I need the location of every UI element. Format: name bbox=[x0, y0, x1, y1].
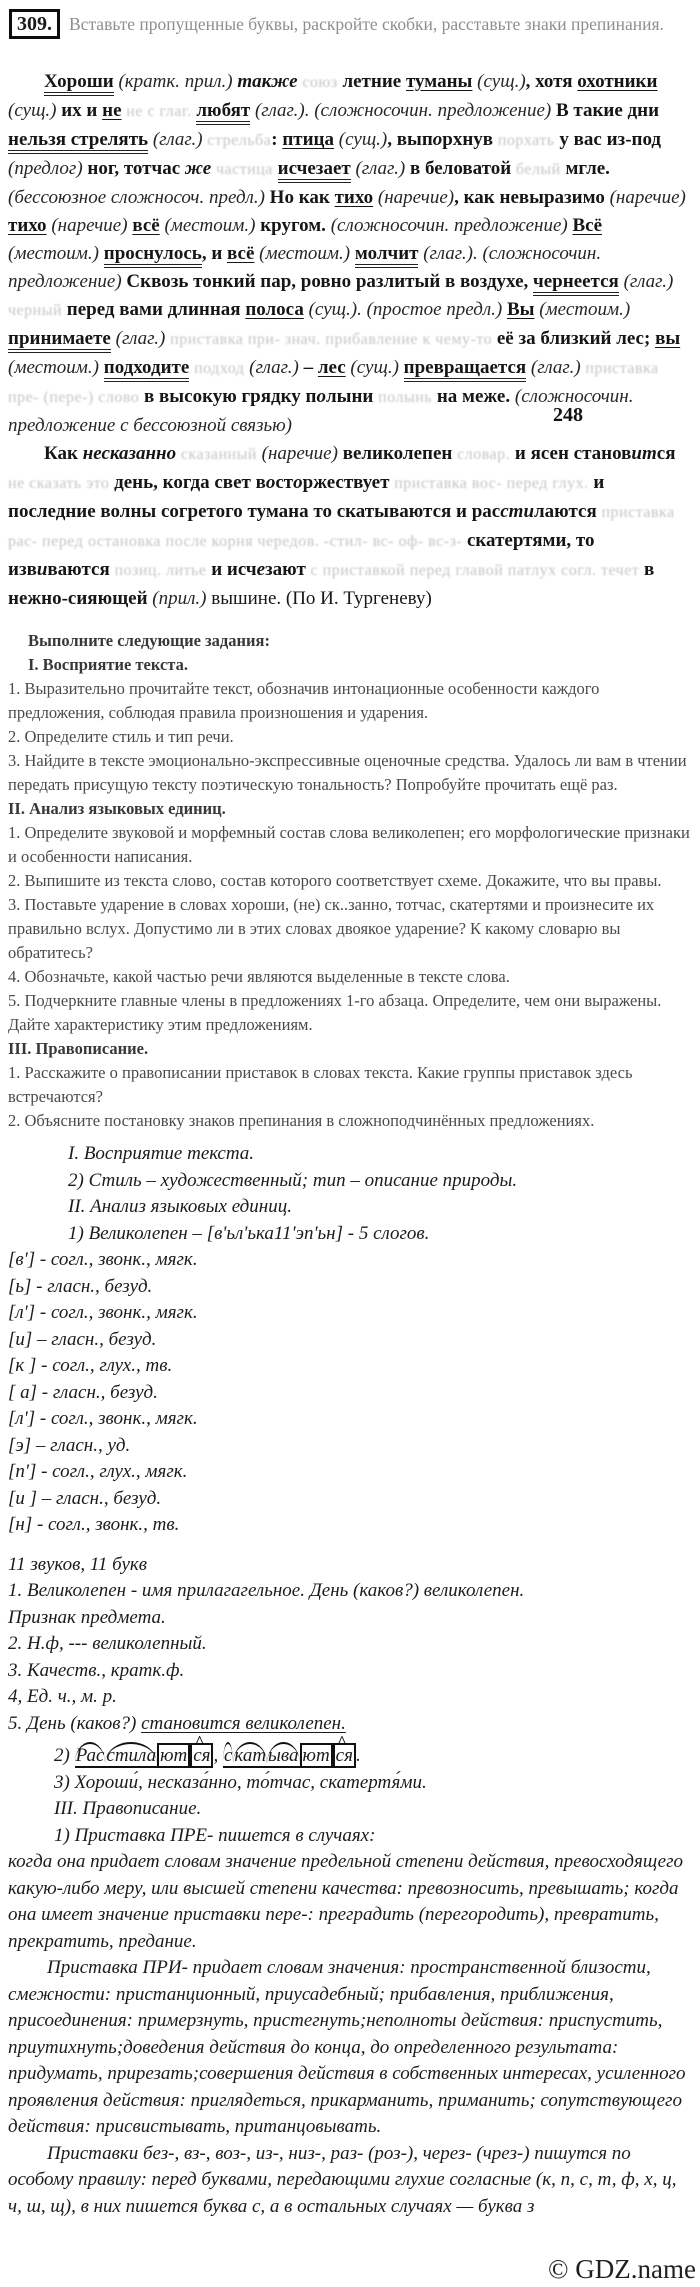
text-line: I. Восприятие текста. bbox=[28, 655, 188, 674]
text-segment: ржествует bbox=[302, 472, 395, 493]
text-line: [п'] - согл., глух., мягк. bbox=[8, 1461, 188, 1482]
text-line: II. Анализ языковых единиц. bbox=[68, 1196, 292, 1217]
text-segment: (глаг.) bbox=[249, 357, 299, 378]
text-segment: их и bbox=[56, 100, 103, 121]
text-segment: (сложносочин. предложение с бессоюзной связью) bbox=[8, 386, 634, 436]
text-segment: приставка пре- (пере-) слово bbox=[8, 360, 659, 406]
text-segment: лес bbox=[317, 357, 346, 378]
text-segment: исчезает bbox=[278, 158, 351, 183]
text-segment: принимаете bbox=[8, 328, 111, 353]
text-line: [в'] - согл., звонк., мягк. bbox=[8, 1249, 198, 1270]
text-segment: – bbox=[298, 357, 318, 378]
text-segment: (глаг.). (сложносочин. предложение) bbox=[254, 100, 552, 121]
text-segment: (наречие) bbox=[261, 443, 338, 464]
watermark: © GDZ.name bbox=[548, 2254, 696, 2284]
text-line: [и] – гласн., безуд. bbox=[8, 1328, 157, 1350]
text-segment: е bbox=[256, 559, 266, 580]
text-segment: порхать bbox=[497, 132, 555, 149]
text-segment: также bbox=[237, 71, 298, 92]
text-segment: позиц. литье bbox=[114, 562, 207, 579]
text-line: [э] – гласн., уд. bbox=[8, 1434, 131, 1456]
text-line: [л'] - согл., звонк., мягк. bbox=[8, 1408, 198, 1429]
text-segment: всё bbox=[227, 243, 255, 264]
text-segment: скатертями, то изв bbox=[8, 530, 595, 580]
text-segment: (местоим.) bbox=[259, 243, 351, 264]
text-segment: рхнув bbox=[442, 129, 498, 150]
text-segment: (местоим.) bbox=[164, 215, 256, 236]
text-segment: лаются bbox=[534, 501, 602, 522]
text-segment: (сущ.) bbox=[350, 357, 399, 378]
text-segment: В такие дни bbox=[551, 100, 660, 121]
text-segment: Сквозь тонкий пар, ровно разлитый в воздухе, bbox=[121, 271, 534, 292]
text-segment: союз bbox=[302, 74, 338, 91]
text-segment: молчит bbox=[355, 243, 419, 268]
text-segment: любят bbox=[196, 100, 250, 125]
text-segment: частица bbox=[215, 161, 273, 178]
text-segment: белый bbox=[515, 161, 561, 178]
text-segment: всё bbox=[132, 215, 160, 236]
text-segment: (наречие) bbox=[609, 187, 686, 208]
text-segment: ваются bbox=[47, 559, 115, 580]
text-segment: о bbox=[293, 472, 303, 493]
text-segment: приставка при- знач. bbox=[170, 331, 321, 348]
text-segment: 2) bbox=[54, 1745, 75, 1766]
text-segment: ся ^ bbox=[333, 1743, 356, 1768]
text-segment: летние bbox=[337, 71, 406, 92]
text-segment: , bbox=[213, 1745, 223, 1766]
text-segment bbox=[273, 158, 278, 179]
text-segment: проснулось bbox=[104, 243, 202, 268]
text-segment: кругом. bbox=[255, 215, 331, 236]
text-segment: словар. bbox=[457, 446, 511, 463]
text-segment: , хотя bbox=[525, 71, 578, 92]
text-segment: же bbox=[184, 158, 212, 179]
text-segment: (кратк. прил.) bbox=[118, 71, 233, 92]
text-line: 3. Найдите в тексте эмоционально-экспрессивные оценочные средства. Удалось ли вам в чтении передать присущую тексту поэтическую тональность? Попробуйте прочитать ещё раз. bbox=[8, 751, 687, 794]
text-segment: (наречие) bbox=[51, 215, 128, 236]
text-segment: несказанно bbox=[82, 443, 177, 464]
text-segment: : bbox=[271, 129, 283, 150]
text-segment: (глаг.) bbox=[623, 271, 674, 292]
text-segment: подходите bbox=[104, 357, 190, 382]
text-segment: 5. День (каков?) bbox=[8, 1712, 142, 1734]
text-segment: в высокую грядку п bbox=[139, 386, 317, 407]
text-segment: ст bbox=[275, 472, 294, 493]
text-line: 2. Определите стиль и тип речи. bbox=[8, 727, 234, 746]
text-line bbox=[8, 1737, 694, 1770]
text-segment: на меже. bbox=[432, 386, 515, 407]
text-segment: , и bbox=[201, 243, 228, 264]
text-segment: (предлог) bbox=[8, 158, 83, 179]
text-segment: Рас bbox=[75, 1742, 106, 1768]
text-segment: о bbox=[316, 386, 326, 407]
text-segment: не с глаг. bbox=[126, 103, 192, 120]
text-segment: ыва bbox=[267, 1742, 300, 1768]
text-line: 4. Обозначьте, какой частью речи являются выделенные в тексте слова. bbox=[8, 967, 510, 986]
dictation-passage bbox=[8, 68, 694, 613]
text-segment: Всё bbox=[572, 215, 603, 236]
text-line: III. Правописание. bbox=[54, 1798, 202, 1819]
text-segment: ют bbox=[300, 1743, 333, 1768]
text-segment: ся ^ bbox=[190, 1743, 213, 1768]
text-segment: невыразимо bbox=[499, 187, 605, 208]
text-line: 2. Объясните постановку знаков препинания в сложноподчинённых предложениях. bbox=[8, 1111, 595, 1130]
text-segment: не bbox=[102, 100, 122, 121]
text-segment: (сущ.) bbox=[8, 100, 57, 121]
text-segment: тихо bbox=[8, 215, 47, 236]
text-line: [к ] - согл., глух., тв. bbox=[8, 1355, 173, 1376]
text-line: 3. Поставьте ударение в словах хороши, (не) ск..занно, тотчас, скатертями и произнесите их правильно вслух. Допустимо ли в этих словах двоякое ударение? К какому словарю вы обратитесь? bbox=[8, 895, 655, 962]
text-line: когда она придает словам значение предельной степени действия, превосходящего какую-либо меру, или высшей степени качества: превозносить, превышать; когда она имеет значение приставки пере-: преградить (перегородить), превратить, прекратить, предание. bbox=[8, 1851, 684, 1952]
text-line: [и ] – гласн., безуд. bbox=[8, 1487, 162, 1509]
text-line bbox=[8, 1711, 694, 1738]
text-segment: о bbox=[432, 129, 443, 150]
text-segment: с bbox=[223, 1742, 233, 1768]
text-segment: прибавление к чему-то bbox=[325, 331, 493, 348]
text-segment: ит bbox=[631, 443, 657, 464]
text-line: 4, Ед. ч., м. р. bbox=[8, 1686, 117, 1707]
text-line: 11 звуков, 11 букв bbox=[8, 1553, 148, 1575]
text-segment: стрельба bbox=[207, 132, 272, 149]
text-line: Приставка ПРИ- придает словам значения: пространственной близости, смежности: пристанционный, приусадебный; прибавления, приближения, присоединения: примерзнуть, пристегнуть;неполноты действия: приспустить, приутихнуть;доведения действия до конца, до определенного результата: придумать, прирезать;совершения действия в собственных интересах, усиленного проявления действия: приглядеться, прикарманить, приманить; сопутствующего действия: присвистывать, пританцовывать. bbox=[8, 1957, 686, 2137]
text-line: 1) Великолепен – [в'ьл'ька11'эп'ьн] - 5 слогов. bbox=[68, 1222, 430, 1244]
text-line: 1. Определите звуковой и морфемный состав слова великолепен; его морфологические признаки и особенности написания. bbox=[8, 823, 690, 866]
text-segment: лыни bbox=[325, 386, 379, 407]
text-segment: (сущ.) bbox=[477, 71, 526, 92]
text-segment: и исч bbox=[206, 559, 257, 580]
text-segment: становится великолепен. bbox=[141, 1712, 346, 1734]
text-line: II. Анализ языковых единиц. bbox=[8, 799, 226, 818]
text-line: III. Правописание. bbox=[8, 1039, 149, 1058]
exercise-header bbox=[10, 10, 690, 38]
text-line: 5. Подчеркните главные члены в предложениях 1-го абзаца. Определите, чем они выражены. Дайте характеристику этим предложениям. bbox=[8, 991, 662, 1034]
text-line: 1. Великолепен - имя прилагагельное. День (каков?) великолепен. bbox=[8, 1580, 525, 1601]
text-segment: (глаг.) bbox=[530, 357, 581, 378]
text-segment: . bbox=[355, 1745, 361, 1766]
text-segment: в bbox=[639, 559, 655, 580]
text-segment: чернеется bbox=[533, 271, 619, 296]
text-line: [ь] - гласн., безуд. bbox=[8, 1275, 153, 1297]
page-number: 248 bbox=[553, 404, 583, 426]
text-segment bbox=[399, 357, 404, 378]
text-segment: великолепен bbox=[337, 443, 458, 464]
text-line: Признак предмета. bbox=[8, 1606, 166, 1628]
text-segment: нежно-сияющей bbox=[8, 588, 148, 609]
answers-section bbox=[8, 1141, 694, 2220]
text-segment: вы bbox=[655, 328, 681, 349]
text-segment: Как bbox=[44, 443, 83, 464]
text-segment: , как bbox=[454, 187, 500, 208]
text-segment: подход bbox=[194, 360, 245, 377]
text-segment: не сказать это bbox=[8, 475, 110, 492]
text-segment: день, когда свет в bbox=[109, 472, 266, 493]
task-instruction: Вставьте пропущенные буквы, раскройте скобки, расставьте знаки препинания. bbox=[69, 14, 664, 34]
text-segment: стила bbox=[105, 1742, 157, 1768]
text-segment: её за близкий лес; bbox=[492, 328, 656, 349]
text-line: Выполните следующие задания: bbox=[28, 631, 270, 650]
text-segment: (глаг.) bbox=[152, 129, 203, 150]
text-segment: у вас bbox=[554, 129, 607, 150]
text-segment: ног, тотчас bbox=[82, 158, 185, 179]
text-segment: (сущ.) bbox=[338, 129, 388, 150]
text-segment: сказанный bbox=[180, 446, 257, 463]
text-segment: (сущ.). (простое предл.) bbox=[308, 299, 503, 320]
text-line: 2. Н.ф, --- великолепный. bbox=[8, 1633, 207, 1654]
text-segment: (глаг.). (сложносочин. предложение) bbox=[8, 243, 602, 292]
text-line bbox=[8, 1539, 694, 1552]
text-line: 1) Приставка ПРЕ- пишется в случаях: bbox=[54, 1824, 376, 1846]
text-segment: и bbox=[36, 559, 48, 580]
text-segment: кат bbox=[233, 1742, 267, 1768]
dictation-paragraph-1 bbox=[8, 68, 694, 440]
text-segment: ся bbox=[656, 443, 676, 464]
text-line: 3. Качеств., кратк.ф. bbox=[8, 1659, 185, 1681]
text-segment: Хороши bbox=[44, 71, 114, 96]
text-segment: о bbox=[265, 472, 276, 493]
text-segment: (глаг.) bbox=[115, 328, 166, 349]
tasks-section bbox=[8, 629, 694, 1133]
text-segment: превращается bbox=[404, 357, 527, 382]
dictation-paragraph-2 bbox=[8, 440, 694, 613]
text-segment: ют bbox=[157, 1743, 190, 1768]
text-segment: , вып bbox=[387, 129, 433, 150]
text-segment: и последние волны согретого тумана то скатываются и рас bbox=[8, 472, 605, 522]
text-segment: черный bbox=[8, 302, 63, 319]
text-segment: в беловатой bbox=[405, 158, 516, 179]
text-segment: (местоим.) bbox=[8, 243, 99, 264]
text-segment: зают bbox=[265, 559, 311, 580]
text-segment: нельзя стрелять bbox=[8, 129, 148, 154]
text-segment: приставка вос- перед глух. bbox=[394, 475, 589, 492]
text-segment: приставка рас- перед bbox=[8, 504, 675, 550]
text-segment: (прил.) bbox=[152, 588, 207, 609]
text-segment: тихо bbox=[334, 187, 374, 208]
text-segment: (бессоюзное сложносоч. предл.) bbox=[8, 187, 265, 208]
text-line: I. Восприятие текста. bbox=[68, 1143, 255, 1164]
text-segment: охотники bbox=[577, 71, 658, 92]
text-segment: (наречие) bbox=[377, 187, 455, 208]
text-segment: с приставкой перед главой патлух согл. течет bbox=[310, 562, 640, 579]
text-line: 2. Выпишите из текста слово, состав которого соответствует схеме. Докажите, что вы правы. bbox=[8, 871, 662, 890]
text-segment: полынь bbox=[378, 389, 433, 406]
text-line: 1. Расскажите о правописании приставок в словах текста. Какие группы приставок здесь встречаются? bbox=[8, 1063, 633, 1106]
text-segment: и ясен станов bbox=[510, 443, 632, 464]
text-segment: полоса bbox=[245, 299, 304, 320]
text-line: [ а] - гласн., безуд. bbox=[8, 1381, 158, 1403]
text-segment: туманы bbox=[405, 71, 473, 92]
text-segment: (местоим.) bbox=[8, 357, 99, 378]
text-segment: (глаг.) bbox=[355, 158, 406, 179]
text-segment: (местоим.) bbox=[539, 299, 631, 320]
text-segment: Вы bbox=[506, 299, 535, 320]
text-segment: (сложносочин. предложение) bbox=[330, 215, 568, 236]
text-line: [л'] - согл., звонк., мягк. bbox=[8, 1302, 198, 1323]
text-segment: мгле. bbox=[560, 158, 610, 179]
text-segment: птица bbox=[282, 129, 335, 150]
text-segment: вышине. (По И. Тургеневу) bbox=[206, 588, 432, 609]
text-line: 1. Выразительно прочитайте текст, обозначив интонационные особенности каждого предложения, соблюдая правила произношения и ударения. bbox=[8, 679, 600, 722]
text-segment: Но как bbox=[264, 187, 335, 208]
exercise-number-badge: 309. bbox=[10, 10, 59, 38]
text-line: 2) Стиль – художественный; тип – описание природы. bbox=[68, 1169, 518, 1191]
text-line: Приставки без-, вз-, воз-, из-, низ-, раз- (роз-), через- (чрез-) пишутся по особому правилу: перед буквами, передающими глухие согласные (к, п, с, т, ф, х, ц, ч, ш, щ), в них пишется буква с, а в остальных случаях — буква з bbox=[8, 2142, 677, 2217]
text-segment: из-под bbox=[606, 129, 662, 150]
text-line: 3) Хороши́, несказа́нно, то́тчас, скатертя́ми. bbox=[54, 1771, 427, 1793]
text-segment: остановка после корня чередов. -стил- вс- оф- вс-з- bbox=[87, 533, 463, 550]
text-segment: сти bbox=[500, 501, 535, 522]
text-segment: перед вами длинная bbox=[62, 299, 246, 320]
text-line: [н] - согл., звонк., тв. bbox=[8, 1514, 180, 1535]
